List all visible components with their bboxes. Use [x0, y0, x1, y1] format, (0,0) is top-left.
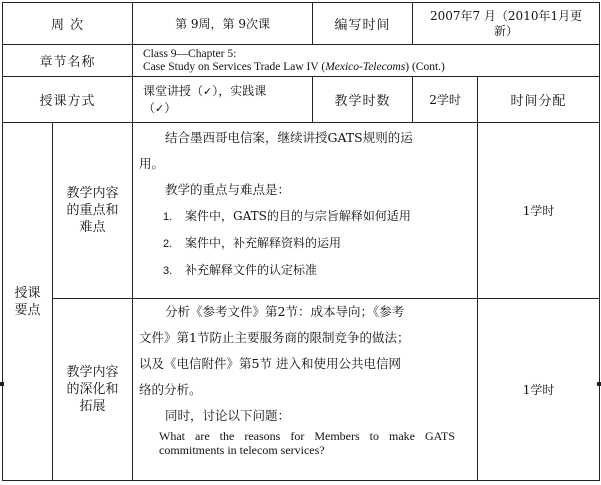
- hours-label: 教学时数: [313, 77, 413, 123]
- extension-line-3: 以及《电信附件》第5节 进入和使用公共电信网: [139, 356, 401, 371]
- list-number: 2.: [163, 238, 173, 250]
- extension-line-2: 文件》第1节防止主要服务商的限制竞争的做法；: [139, 330, 410, 345]
- list-text: 案件中，补充解释资料的运用: [185, 236, 342, 250]
- method-row: [3, 77, 600, 123]
- intro-line-1: 结合墨西哥电信案，继续讲授GATS规则的运: [165, 130, 413, 145]
- discussion-question: What are the reasons for Members to make GATS commitments in telecom services?: [159, 429, 456, 457]
- list-text: 案件中，GATS的目的与宗旨解释如何适用: [185, 209, 411, 223]
- extension-line-1: 分析《参考文件》第2节：成本导向；《参考: [165, 304, 405, 319]
- practice-close: ）: [164, 100, 177, 115]
- discuss-heading: 同时，讨论以下问题：: [165, 408, 291, 423]
- lecture-close: ），实践课: [212, 83, 267, 98]
- check-mark-icon: ✓: [155, 101, 165, 115]
- chapter-case-name: Mexico-Telecoms: [325, 60, 406, 73]
- list-text: 补充解释文件的认定标准: [185, 263, 318, 277]
- practice-open: （: [143, 100, 156, 115]
- teaching-points-label: [3, 123, 53, 481]
- chapter-line-2: [143, 61, 599, 74]
- allocation-label: 时间分配: [478, 77, 600, 123]
- compile-time-label: 编写时间: [313, 3, 413, 45]
- extension-row: [3, 299, 600, 481]
- chapter-title: [133, 45, 600, 77]
- list-item: [139, 203, 469, 230]
- course-plan-table: [2, 2, 600, 481]
- method-value: [133, 77, 313, 123]
- check-mark-icon: ✓: [203, 84, 213, 98]
- method-line-1: [143, 83, 312, 100]
- key-points-content: [133, 123, 478, 299]
- extension-label-line-3: 拓展: [79, 399, 106, 414]
- list-number: 3.: [163, 265, 173, 277]
- extension-line-4: 络的分析。: [139, 382, 202, 397]
- chapter-line-1: Class 9—Chapter 5:: [143, 47, 237, 60]
- extension-content: [133, 299, 478, 481]
- chapter-row: [3, 45, 600, 77]
- extension-label-line-2: 的深化和: [66, 382, 119, 397]
- key-points-row: [3, 123, 600, 299]
- key-points-label-line-3: 难点: [79, 220, 106, 235]
- method-line-2: [143, 100, 312, 117]
- list-item: [139, 257, 469, 284]
- key-points-label-line-2: 的重点和: [66, 203, 119, 218]
- chapter-line-2-end: ) (Cont.): [405, 60, 445, 73]
- extension-label-line-1: 教学内容: [66, 365, 119, 380]
- intro-line-2: 用。: [139, 156, 165, 171]
- key-points-label: [53, 123, 133, 299]
- compile-time-value: 2007年7 月（2010年1月更新）: [413, 3, 600, 45]
- hours-value: 2学时: [413, 77, 478, 123]
- key-points-time: 1学时: [478, 123, 600, 299]
- chapter-label: 章节名称: [3, 45, 133, 77]
- week-value: 第 9周，第 9次课: [133, 3, 313, 45]
- key-points-label-line-1: 教学内容: [66, 186, 119, 201]
- extension-label: [53, 299, 133, 481]
- list-item: [139, 230, 469, 257]
- focus-heading: 教学的重点与难点是：: [165, 182, 291, 197]
- lecture-text: 课堂讲授（: [143, 83, 204, 98]
- week-label: 周 次: [3, 3, 133, 45]
- teaching-points-text: 授课要点: [14, 285, 41, 318]
- chapter-line-2-start: Case Study on Services Trade Law IV (: [143, 60, 326, 73]
- week-row: [3, 3, 600, 45]
- extension-time: 1学时: [478, 299, 600, 481]
- list-number: 1.: [163, 211, 173, 223]
- method-label: 授课方式: [3, 77, 133, 123]
